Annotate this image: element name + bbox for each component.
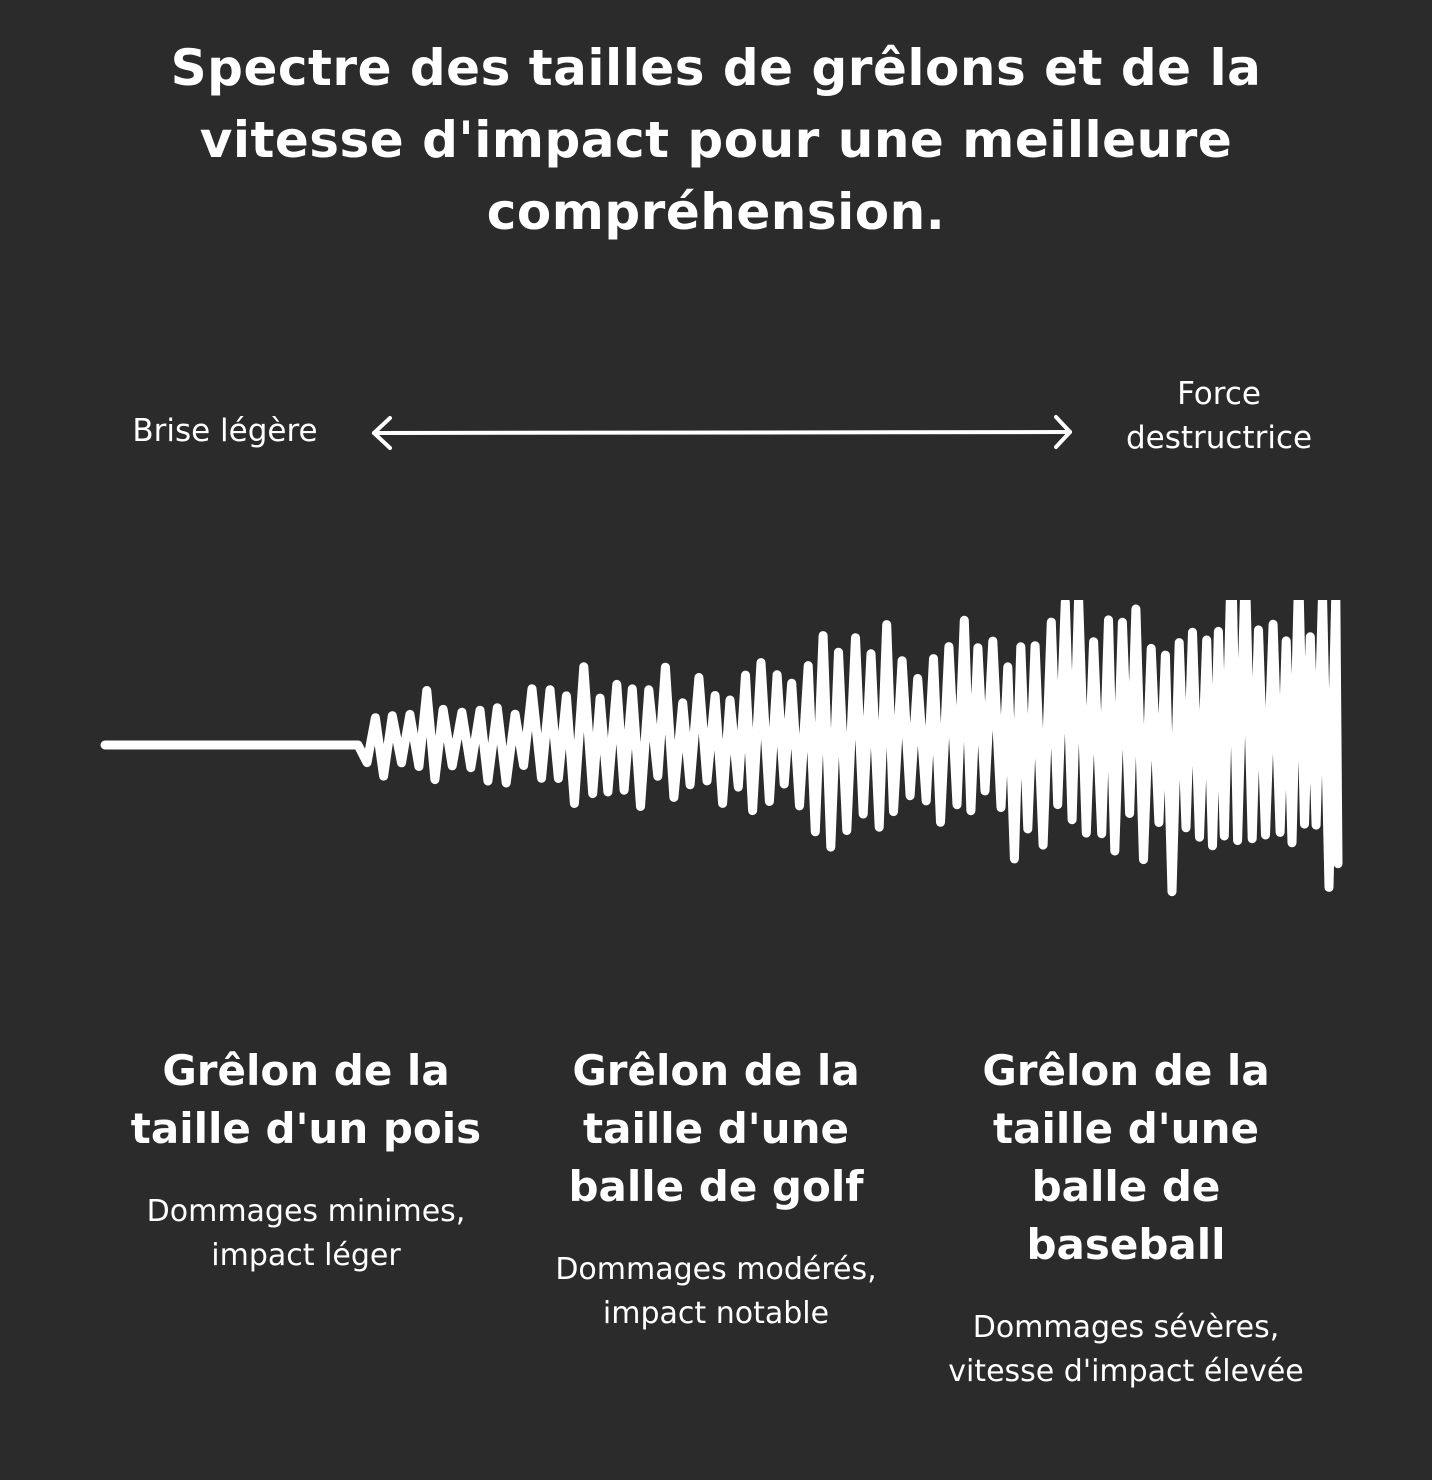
diagram-title: Spectre des tailles de grêlons et de la vitesse d'impact pour une meilleure compréhension. — [170, 39, 1262, 241]
category-title: Grêlon de la taille d'un pois — [130, 1046, 482, 1153]
category-description: Dommages minimes, impact léger — [146, 1194, 466, 1273]
waveform-line — [105, 600, 1338, 892]
category-title: Grêlon de la taille d'une balle de baseball — [982, 1046, 1270, 1269]
category-title: Grêlon de la taille d'une balle de golf — [568, 1046, 864, 1211]
scale-left-label: Brise légère — [132, 413, 318, 449]
scale-right-label: Force destructrice — [1125, 376, 1313, 456]
category-description: Dommages modérés, impact notable — [555, 1252, 877, 1331]
double-arrow-icon — [360, 408, 1084, 458]
category-description: Dommages sévères, vitesse d'impact élevée — [948, 1310, 1304, 1389]
category-golf-ball — [536, 1042, 896, 1336]
category-baseball — [946, 1042, 1306, 1394]
intensity-waveform — [0, 600, 1432, 900]
category-pea — [126, 1042, 486, 1278]
